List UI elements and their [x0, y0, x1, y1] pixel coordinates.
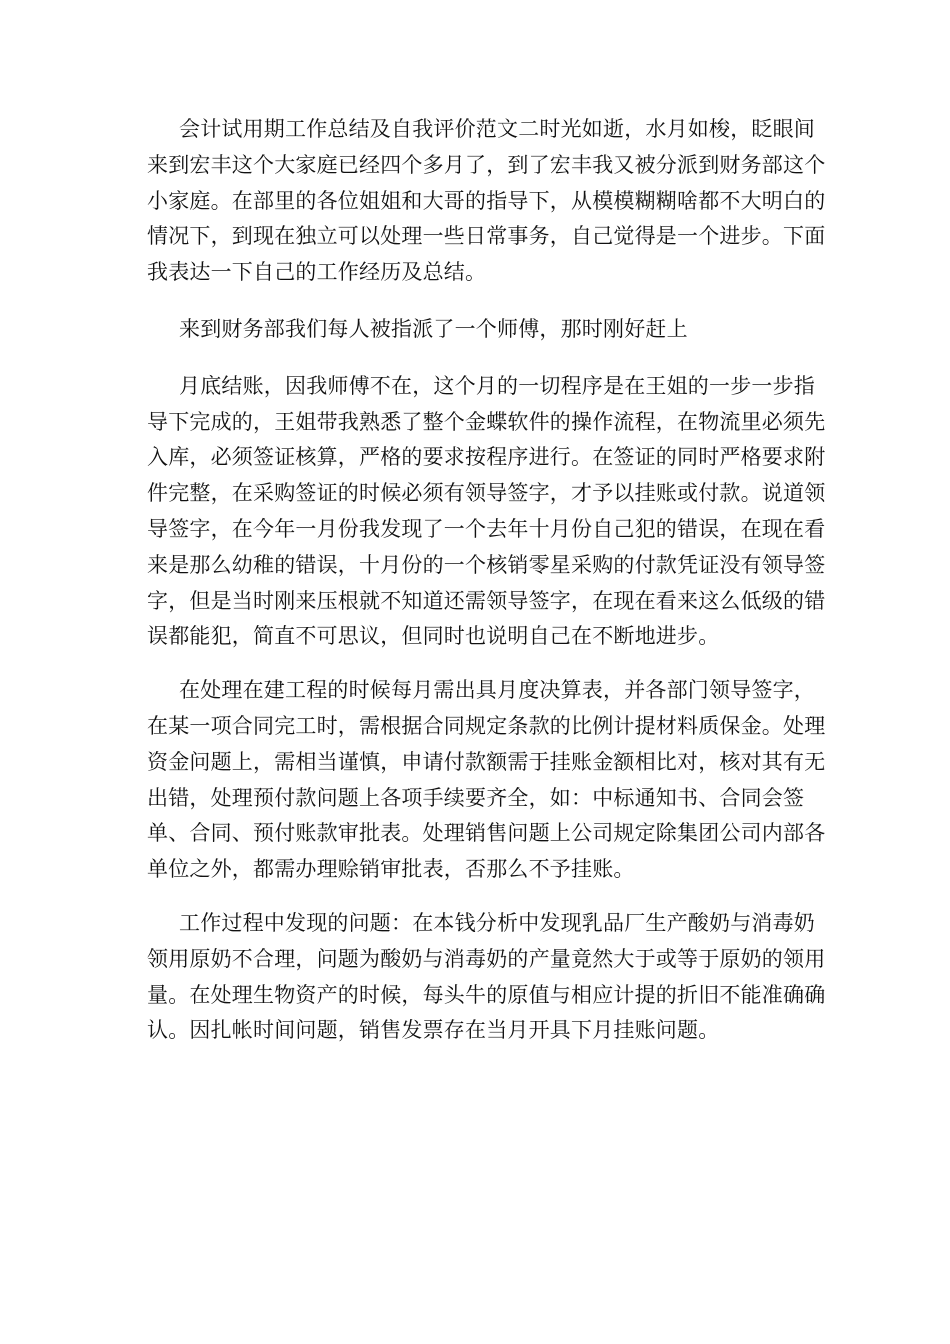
paragraph-month-end: 月底结账，因我师傅不在，这个月的一切程序是在王姐的一步一步指导下完成的，王姐带我熟悉了整个金蝶软件的操作流程，在物流里必须先入库，必须签证核算，严格的要求按程序进行。在签证的同时严格要求附件完整，在采购签证的时候必须有领导签字，才予以挂账或付款。说道领导签字，在今年一月份我发现了一个去年十月份自己犯的错误，在现在看来是那么幼稚的错误，十月份的一个核销零星采购的付款凭证没有领导签字，但是当时刚来压根就不知道还需领导签字，在现在看来这么低级的错误都能犯，简直不可思议，但同时也说明自己在不断地进步。 [147, 373, 826, 649]
paragraph-mentor: 来到财务部我们每人被指派了一个师傅，那时刚好赶上 [179, 316, 688, 341]
document-body [147, 112, 827, 1049]
paragraph-problems: 工作过程中发现的问题：在本钱分析中发现乳品厂生产酸奶与消毒奶领用原奶不合理，问题为酸奶与消毒奶的产量竟然大于或等于原奶的领用量。在处理生物资产的时候，每头牛的原值与相应计提的折旧不能准确确认。因扎帐时间问题，销售发票存在当月开具下月挂账问题。 [147, 910, 826, 1043]
paragraph-construction: 在处理在建工程的时候每月需出具月度决算表，并各部门领导签字，在某一项合同完工时，需根据合同规定条款的比例计提材料质保金。处理资金问题上，需相当谨慎，申请付款额需于挂账金额相比对，核对其有无出错，处理预付款问题上各项手续要齐全，如：中标通知书、合同会签单、合同、预付账款审批表。处理销售问题上公司规定除集团公司内部各单位之外，都需办理赊销审批表，否那么不予挂账。 [147, 678, 826, 882]
paragraph-intro: 会计试用期工作总结及自我评价范文二时光如逝，水月如梭，眨眼间来到宏丰这个大家庭已经四个多月了，到了宏丰我又被分派到财务部这个小家庭。在部里的各位姐姐和大哥的指导下，从模模糊糊啥都不大明白的情况下，到现在独立可以处理一些日常事务，自己觉得是一个进步。下面我表达一下自己的工作经历及总结。 [147, 117, 826, 285]
